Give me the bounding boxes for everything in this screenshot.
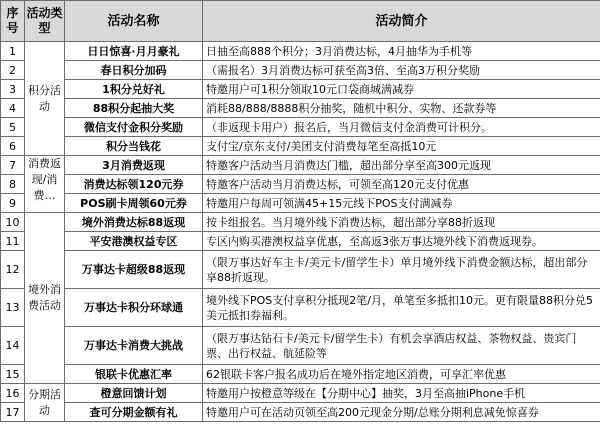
activity-name: 查可分期金额有礼 xyxy=(65,403,203,422)
activity-desc: 特邀用户每周可领满45+15元线下POS支付满减券 xyxy=(203,194,600,213)
header-num: 序号 xyxy=(1,1,25,42)
header-type: 活动类型 xyxy=(25,1,65,42)
activity-name: 万事达卡消费大挑战 xyxy=(65,327,203,365)
row-num: 4 xyxy=(1,99,25,118)
category-overseas: 境外消费活动 xyxy=(25,213,65,384)
activity-desc: （限万事达钻石卡/美元卡/留学生卡）有机会享酒店权益、茶物权益、贵宾门票、出行权益、航延险等 xyxy=(203,327,600,365)
table-row xyxy=(1,137,600,156)
row-num: 5 xyxy=(1,118,25,137)
row-num: 1 xyxy=(1,42,25,61)
row-num: 8 xyxy=(1,175,25,194)
category-installment: 分期活动 xyxy=(25,384,65,422)
table-row xyxy=(1,194,600,213)
activity-desc: 特邀客户活动当月消费达门槛，超出部分享至高300元返现 xyxy=(203,156,600,175)
table-row xyxy=(1,118,600,137)
activity-name: 万事达卡超级88返现 xyxy=(65,251,203,289)
activity-name: 银联卡优惠汇率 xyxy=(65,365,203,384)
activity-name: 1积分兑好礼 xyxy=(65,80,203,99)
activity-name: POS刷卡周领60元券 xyxy=(65,194,203,213)
header-row xyxy=(1,1,600,42)
activity-name: 积分当钱花 xyxy=(65,137,203,156)
activity-name: 消费达标领120元券 xyxy=(65,175,203,194)
activity-name: 日日惊喜·月月豪礼 xyxy=(65,42,203,61)
table-row xyxy=(1,213,600,232)
table-row xyxy=(1,384,600,403)
activity-name: 平安港澳权益专区 xyxy=(65,232,203,251)
table-row xyxy=(1,403,600,422)
category-points: 积分活动 xyxy=(25,42,65,156)
table-row xyxy=(1,80,600,99)
activity-name: 春日积分加码 xyxy=(65,61,203,80)
table-row xyxy=(1,99,600,118)
activity-desc: 日抽至高888个积分；3月消费达标，4月抽华为手机等 xyxy=(203,42,600,61)
table-row xyxy=(1,156,600,175)
row-num: 7 xyxy=(1,156,25,175)
row-num: 11 xyxy=(1,232,25,251)
activity-name: 境外消费达标88返现 xyxy=(65,213,203,232)
row-num: 6 xyxy=(1,137,25,156)
activity-desc: 支付宝/京东支付/美团支付消费每笔至高抵10元 xyxy=(203,137,600,156)
row-num: 10 xyxy=(1,213,25,232)
activity-desc: 62银联卡客户报名成功后在境外指定地区消费，可享汇率优惠 xyxy=(203,365,600,384)
activity-name: 万事达卡积分环球通 xyxy=(65,289,203,327)
table-row xyxy=(1,251,600,289)
row-num: 2 xyxy=(1,61,25,80)
activity-desc: 特邀用户可在活动页领至高200元现金分期/总账分期利息减免惊喜券 xyxy=(203,403,600,422)
table-row xyxy=(1,61,600,80)
activity-desc: 特邀用户可1积分领取10元口袋商城满减券 xyxy=(203,80,600,99)
row-num: 14 xyxy=(1,327,25,365)
category-consume-label: 消费返现/消费… xyxy=(28,157,61,202)
row-num: 13 xyxy=(1,289,25,327)
activity-name: 橙意回馈计划 xyxy=(65,384,203,403)
row-num: 16 xyxy=(1,384,25,403)
activity-desc: （限万事达好车主卡/美元卡/留学生卡）单月境外线下消费金额达标，超出部分享88折返现。 xyxy=(203,251,600,289)
table-row xyxy=(1,175,600,194)
table-row xyxy=(1,232,600,251)
table-row xyxy=(1,327,600,365)
activity-name: 微信支付金积分奖励 xyxy=(65,118,203,137)
header-name: 活动名称 xyxy=(65,1,203,42)
activity-desc: 消耗88/888/8888积分抽奖，随机中积分、实物、还款券等 xyxy=(203,99,600,118)
row-num: 17 xyxy=(1,403,25,422)
table-row xyxy=(1,42,600,61)
activity-desc: 特邀客户活动当月消费达标，可领至高120元支付优惠 xyxy=(203,175,600,194)
activity-desc: （非返现卡用户）报名后，当月微信支付金消费可计积分。 xyxy=(203,118,600,137)
row-num: 3 xyxy=(1,80,25,99)
header-desc: 活动简介 xyxy=(203,1,600,42)
row-num: 9 xyxy=(1,194,25,213)
activity-desc: 按卡组报名。当月境外线下消费达标，超出部分享88折返现 xyxy=(203,213,600,232)
activity-desc: 境外线下POS支付享积分抵现2笔/月，单笔至多抵扣10元。更有限量88积分兑5美元抵扣券福利。 xyxy=(203,289,600,327)
table-row xyxy=(1,289,600,327)
activity-desc: 特邀用户按橙意等级在【分期中心】抽奖，3月至高抽iPhone手机 xyxy=(203,384,600,403)
table-row xyxy=(1,365,600,384)
row-num: 15 xyxy=(1,365,25,384)
activity-desc: 专区内购买港澳权益享优惠，至高返3张万事达境外线下消费返现券。 xyxy=(203,232,600,251)
activity-desc: （需报名）3月消费达标可获至高3倍、至高3万积分奖励 xyxy=(203,61,600,80)
activity-name: 88积分起抽大奖 xyxy=(65,99,203,118)
row-num: 12 xyxy=(1,251,25,289)
category-consume xyxy=(25,156,65,213)
activity-name: 3月消费返现 xyxy=(65,156,203,175)
